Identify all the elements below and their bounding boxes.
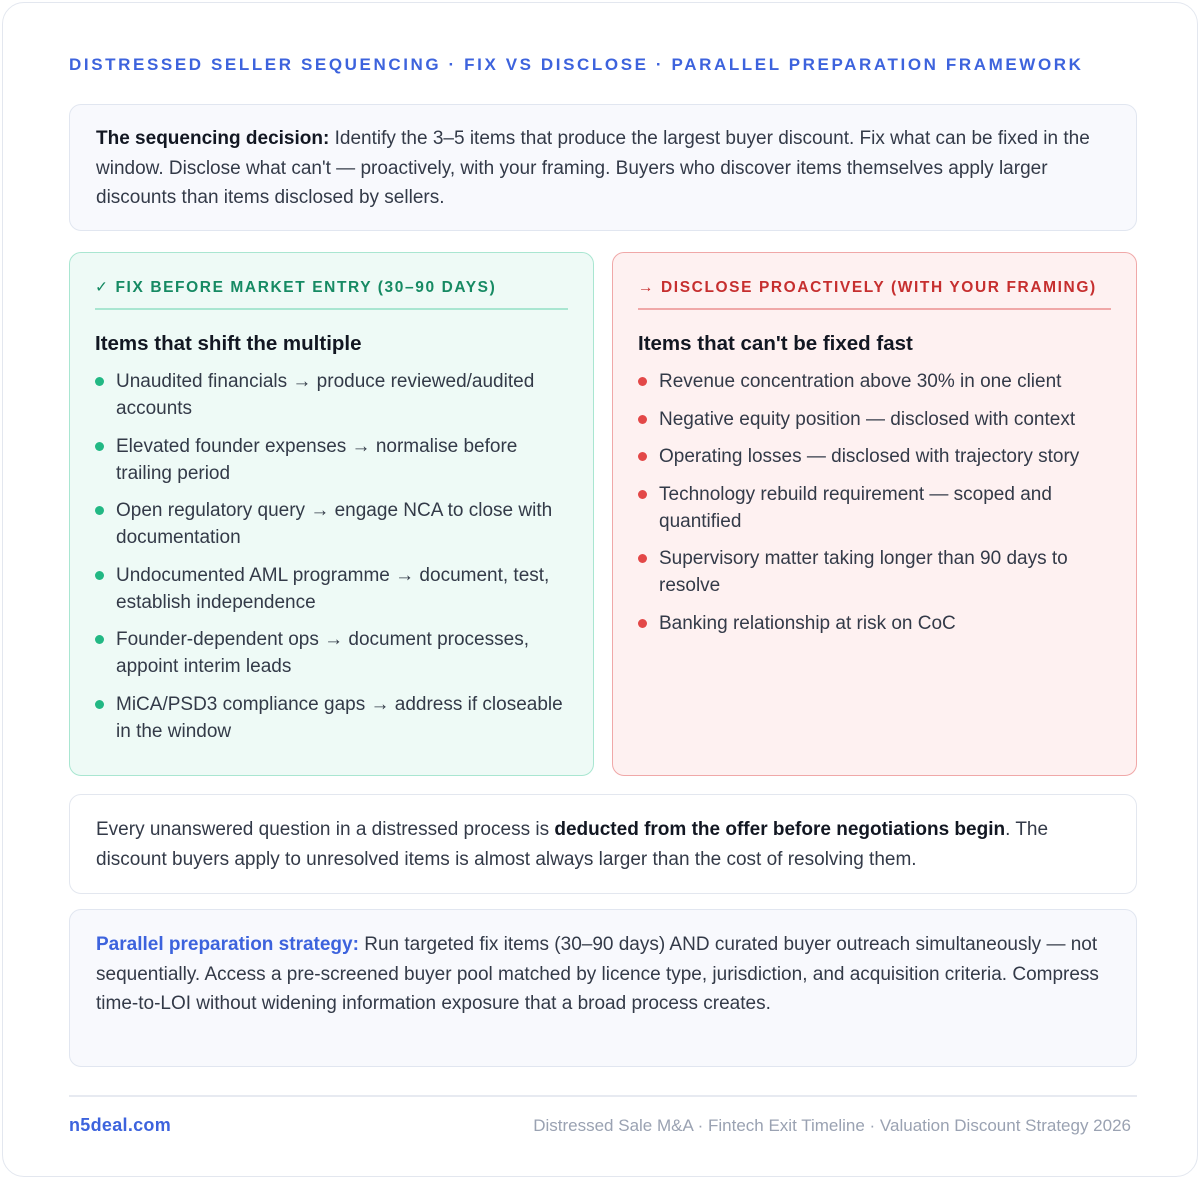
disclose-column-heading: → DISCLOSE PROACTIVELY (WITH YOUR FRAMING)	[638, 278, 1111, 310]
list-item: MiCA/PSD3 compliance gaps → address if closeable in the window	[95, 691, 568, 745]
list-item: Founder-dependent ops → document processes, appoint interim leads	[95, 626, 568, 680]
page-title: DISTRESSED SELLER SEQUENCING · FIX VS DISCLOSE · PARALLEL PREPARATION FRAMEWORK	[69, 55, 1084, 74]
list-item: Unaudited financials → produce reviewed/audited accounts	[95, 368, 568, 422]
disclose-column	[612, 252, 1137, 776]
list-item: Open regulatory query → engage NCA to close with documentation	[95, 497, 568, 551]
disclose-list	[638, 368, 1111, 637]
list-item: Revenue concentration above 30% in one client	[638, 368, 1111, 395]
fix-list	[95, 368, 568, 745]
bullet-dot-icon	[638, 377, 647, 386]
footer-tags: Distressed Sale M&A · Fintech Exit Timeline · Valuation Discount Strategy 2026	[533, 1116, 1131, 1135]
bullet-dot-icon	[95, 442, 104, 451]
bullet-dot-icon	[95, 506, 104, 515]
bullet-dot-icon	[95, 571, 104, 580]
bullet-dot-icon	[95, 635, 104, 644]
main-card	[2, 2, 1198, 1177]
note-paragraph: Every unanswered question in a distressed process is deducted from the offer before negotiations begin. The discount buyers apply to unresolved items is almost always larger than the cost of resolving them.	[96, 819, 1049, 870]
intro-label: The sequencing decision:	[96, 128, 330, 149]
footer-brand-link[interactable]: n5deal.com	[69, 1115, 172, 1135]
strategy-text: Run targeted fix items (30–90 days) AND curated buyer outreach simultaneously — not sequentially. Access a pre-screened buyer pool matched by licence type, jurisdiction, and acquisition criteria. Compress time-to-LOI without widening information exposure that a broad process creates.	[96, 934, 1099, 1014]
list-item: Supervisory matter taking longer than 90 days to resolve	[638, 545, 1111, 599]
list-item: Banking relationship at risk on CoC	[638, 610, 1111, 637]
intro-text: Identify the 3–5 items that produce the largest buyer discount. Fix what can be fixed in the window. Disclose what can't — proactively, with your framing. Buyers who discover items themselves apply larger discounts than items disclosed by sellers.	[96, 128, 1090, 208]
strategy-panel	[69, 909, 1137, 1067]
bullet-dot-icon	[95, 377, 104, 386]
fix-column-subheading: Items that shift the multiple	[95, 332, 362, 355]
bullet-dot-icon	[638, 619, 647, 628]
list-item: Technology rebuild requirement — scoped and quantified	[638, 481, 1111, 535]
fix-column-heading: ✓ FIX BEFORE MARKET ENTRY (30–90 DAYS)	[95, 278, 568, 310]
list-item: Undocumented AML programme → document, test, establish independence	[95, 562, 568, 616]
intro-panel	[69, 104, 1137, 231]
fix-column	[69, 252, 594, 776]
intro-paragraph	[96, 124, 1110, 213]
bullet-dot-icon	[638, 490, 647, 499]
bullet-dot-icon	[638, 452, 647, 461]
bullet-dot-icon	[638, 415, 647, 424]
strategy-paragraph	[96, 930, 1110, 1019]
strategy-label: Parallel preparation strategy:	[96, 934, 359, 955]
list-item: Negative equity position — disclosed with context	[638, 406, 1111, 433]
key-insight-note	[69, 794, 1137, 894]
footer-divider	[69, 1095, 1137, 1097]
bullet-dot-icon	[638, 554, 647, 563]
list-item: Elevated founder expenses → normalise before trailing period	[95, 433, 568, 487]
disclose-column-subheading: Items that can't be fixed fast	[638, 332, 913, 355]
list-item: Operating losses — disclosed with trajectory story	[638, 443, 1111, 470]
note-emphasis: deducted from the offer before negotiations begin	[554, 819, 1006, 840]
bullet-dot-icon	[95, 700, 104, 709]
